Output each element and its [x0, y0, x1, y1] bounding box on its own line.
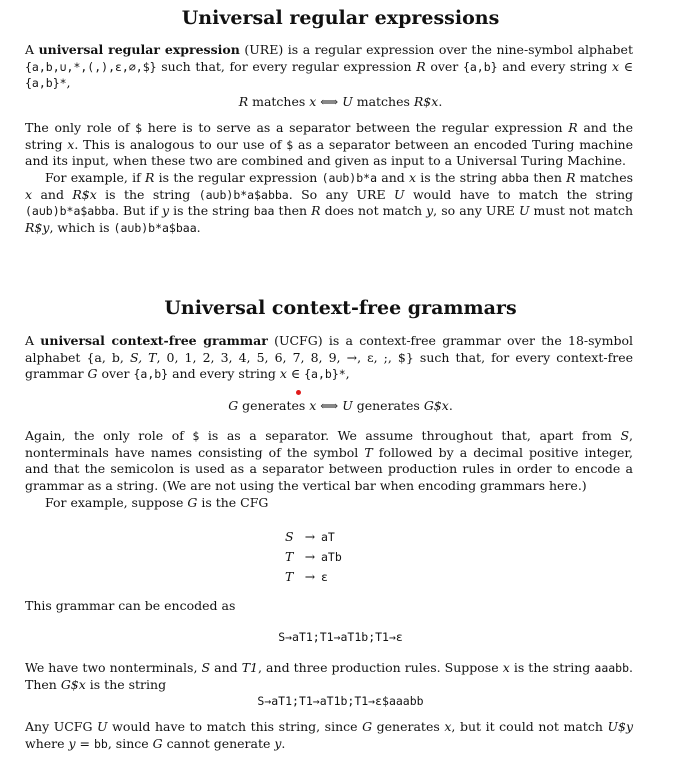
ure-example-paragraph	[25, 170, 633, 236]
text-run: .	[438, 94, 443, 109]
text-run: R	[416, 58, 426, 74]
text-run: x	[309, 94, 317, 109]
text-run: This grammar can be encoded as	[25, 598, 236, 613]
text-run: x	[444, 719, 452, 734]
text-run: .	[448, 398, 453, 413]
text-run: A	[25, 333, 41, 348]
text-run: as a separator between an encoded Turing machine and its input, when these two are combined and given as input to a Universal Turing Machine.	[25, 136, 634, 169]
text-run: Again, the only role of	[25, 428, 193, 443]
text-run: ,	[66, 75, 71, 91]
text-run: (a∪b)b*a$baa	[113, 220, 197, 235]
text-run: is the string	[509, 660, 595, 675]
text-run: and	[210, 660, 242, 675]
text-run: U	[342, 94, 353, 109]
text-run: {a,b}	[462, 59, 498, 74]
text-run: For example, if	[45, 170, 145, 185]
text-run: $	[192, 429, 200, 443]
text-run: R	[311, 203, 321, 219]
text-run: , which is	[49, 219, 114, 235]
text-run: U	[518, 203, 530, 219]
text-run: would have to match the string	[404, 186, 634, 202]
text-run: over	[97, 366, 134, 382]
text-run: then	[529, 170, 567, 185]
text-run: U$y	[607, 719, 634, 734]
encoding-intro	[25, 598, 633, 615]
text-run: (a∪b)b*a$abba	[198, 187, 289, 202]
text-run: {a, b,	[86, 349, 130, 365]
text-run: {a,b,∪,*,(,),ε,∅,$}	[25, 59, 157, 74]
text-run: . So any URE	[288, 186, 394, 202]
text-run: bb	[93, 736, 108, 751]
text-run: matches	[352, 94, 414, 109]
text-run: S	[201, 660, 211, 675]
text-run: U	[342, 398, 353, 413]
text-run: and every string	[497, 58, 613, 74]
text-run: .	[196, 219, 201, 235]
text-run: , since	[107, 735, 153, 751]
text-run: G$x	[60, 676, 86, 692]
text-run: Any UCFG	[25, 719, 98, 734]
text-run: x	[309, 398, 317, 413]
ucfg-equivalence	[0, 398, 681, 415]
text-run: such that, for every context-free grammar	[25, 349, 633, 382]
text-run: y	[162, 203, 170, 219]
text-run: is the string	[85, 676, 167, 692]
text-run: {a,b}	[133, 367, 169, 382]
text-run: S	[620, 428, 630, 443]
cfg-rules	[285, 527, 342, 587]
text-run: {a,b}*	[25, 76, 67, 91]
text-run: is as a separator. We assume throughout that, apart from	[199, 428, 621, 443]
text-run: and	[377, 170, 409, 185]
ucfg-conclusion-paragraph	[25, 719, 633, 752]
text-run: A	[25, 42, 39, 57]
ure-equivalence	[0, 94, 681, 111]
section-title-ure: Universal regular expressions	[181, 7, 500, 29]
text-run: , and three production rules. Suppose	[258, 660, 503, 675]
text-run: where	[25, 735, 69, 751]
text-run: such that, for every regular expression	[156, 58, 417, 74]
text-run: R	[568, 120, 578, 135]
text-run: ,	[345, 366, 350, 382]
text-run: R$y	[25, 219, 50, 235]
text-run: $	[135, 121, 143, 135]
ucfg-definition	[25, 333, 633, 383]
text-run: . But if	[115, 203, 163, 219]
text-run: The only role of	[25, 120, 136, 135]
text-run: =	[75, 735, 94, 751]
text-run: U	[97, 719, 108, 734]
text-run: abba	[501, 171, 530, 185]
text-run: G	[187, 495, 198, 510]
text-run: ⟺	[316, 94, 343, 109]
text-run: G	[362, 719, 373, 734]
text-run: is the regular expression	[154, 170, 322, 185]
text-run: and the string	[25, 120, 633, 152]
text-run: y	[68, 735, 76, 751]
text-run: x	[25, 186, 33, 202]
ure-definition	[25, 42, 633, 92]
text-run: must not match	[529, 203, 633, 219]
text-run: (UCFG) is a context-free grammar over the 18-symbol alphabet	[25, 333, 633, 365]
text-run: ⟺	[316, 398, 343, 413]
text-run: matches	[575, 170, 634, 185]
text-run: R	[566, 170, 576, 185]
text-run: . This is analogous to our use of	[74, 136, 287, 152]
text-run: G	[228, 398, 239, 413]
text-run: (a∪b)b*a	[321, 171, 377, 185]
text-run: For example, suppose	[45, 495, 188, 510]
text-run: x	[67, 136, 75, 152]
grammar-input-encoding: S→aT1;T1→aT1b;T1→ε$aaabb	[257, 694, 424, 708]
text-run: universal context-free grammar	[40, 333, 268, 348]
text-run: , so any URE	[433, 203, 519, 219]
text-run: would have to match this string, since	[107, 719, 363, 734]
text-run: G	[87, 366, 98, 382]
text-run: generates	[238, 398, 310, 413]
text-run: ∈	[619, 58, 633, 74]
ucfg-example-intro	[25, 495, 633, 512]
text-run: is the string	[169, 203, 254, 219]
cfg-rule: T → aTb	[285, 549, 342, 564]
text-run: y	[426, 203, 434, 219]
text-run: is the string	[416, 170, 502, 185]
text-run: followed by a decimal positive integer, and that the semicolon is used as a separator between production rules in order to encode a grammar as a string. (We are not using the vertical bar when encoding grammars here.)	[25, 444, 633, 493]
text-run: {a,b}*	[304, 367, 346, 382]
text-run: G$x	[423, 398, 449, 413]
text-run: universal regular expression	[38, 42, 240, 57]
text-run: R	[238, 94, 249, 109]
text-run: $	[286, 137, 294, 152]
text-run: here is to serve as a separator between the regular expression	[142, 120, 569, 135]
text-run: matches	[248, 94, 310, 109]
text-run: T	[364, 444, 373, 460]
text-run: x	[279, 366, 287, 382]
text-run: y	[274, 735, 282, 751]
text-run: , 0, 1, 2, 3, 4, 5, 6, 7, 8, 9, →, ε, ;, $}	[156, 349, 414, 365]
text-run: and	[32, 186, 73, 202]
text-run: baa	[253, 204, 275, 219]
nonterminals-paragraph	[25, 660, 633, 693]
text-run: x	[612, 58, 620, 74]
text-run: x	[502, 660, 510, 675]
text-run: x	[409, 170, 417, 185]
red-marker-dot	[296, 390, 301, 395]
text-run: , but it could not match	[451, 719, 608, 734]
text-run: S, T	[129, 349, 157, 365]
text-run: then	[274, 203, 312, 219]
text-run: generates	[372, 719, 445, 734]
ucfg-assumptions-paragraph	[25, 428, 633, 494]
text-run: generates	[352, 398, 424, 413]
text-run: .	[281, 735, 286, 751]
text-run: R$x	[413, 94, 439, 109]
text-run: cannot generate	[162, 735, 275, 751]
ure-separator-paragraph	[25, 120, 633, 170]
text-run: does not match	[320, 203, 427, 219]
text-run: over	[425, 58, 463, 74]
text-run: aaabb	[594, 661, 630, 675]
text-run: ∈	[286, 366, 305, 382]
text-run: R	[144, 170, 155, 185]
text-run: R$x	[72, 186, 97, 202]
text-run: T1	[241, 660, 259, 675]
text-run: G	[152, 735, 163, 751]
text-run: is the string	[96, 186, 199, 202]
text-run: , nonterminals have names consisting of the symbol	[25, 428, 633, 460]
text-run: (URE) is a regular expression over the nine-symbol alphabet	[239, 42, 633, 57]
grammar-encoding: S→aT1;T1→aT1b;T1→ε	[278, 630, 403, 644]
text-run: (a∪b)b*a$abba	[25, 204, 116, 219]
cfg-rule: T → ε	[285, 569, 328, 584]
text-run: We have two nonterminals,	[25, 660, 202, 675]
text-run: U	[394, 186, 405, 202]
text-run: . Then	[25, 660, 633, 692]
cfg-rule: S → aT	[285, 529, 335, 544]
text-run: is the CFG	[197, 495, 269, 510]
section-title-ucfg: Universal context-free grammars	[164, 297, 517, 319]
text-run: and every string	[168, 366, 280, 382]
